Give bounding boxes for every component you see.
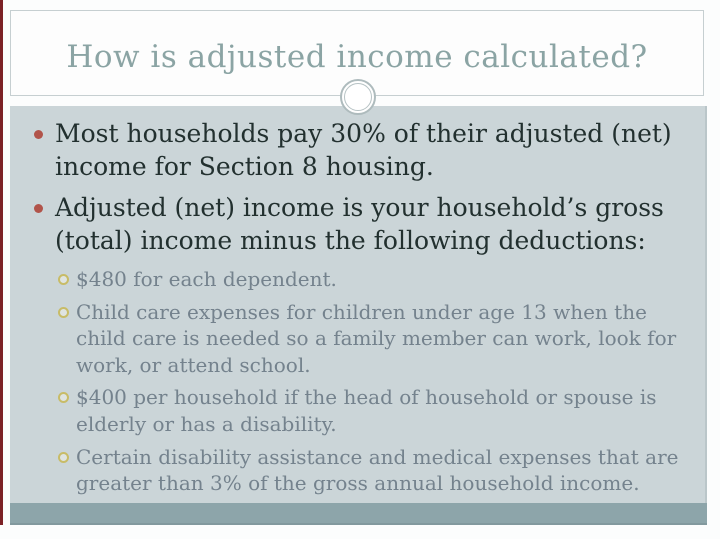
sub-bullet-item — [58, 384, 705, 437]
bullet-dot-icon — [34, 204, 43, 213]
sub-bullet-list — [58, 266, 705, 497]
sub-bullet-text: Certain disability assistance and medical expenses that are greater than 3% of the gross annual household income. — [76, 444, 679, 496]
sub-bullet-ring-icon — [58, 392, 69, 403]
slide-title: How is adjusted income calculated? — [66, 39, 648, 75]
sub-bullet-text: Child care expenses for children under age 13 when the child care is needed so a family member can work, look for work, or attend school. — [76, 299, 677, 377]
footer-band — [10, 503, 707, 525]
bullet-list — [34, 118, 705, 257]
sub-bullet-text: $480 for each dependent. — [76, 267, 337, 291]
bullet-item — [34, 118, 705, 183]
bullet-text: Most households pay 30% of their adjusted (net) income for Section 8 housing. — [55, 119, 672, 181]
bullet-item — [34, 192, 705, 257]
slide-edge-stripe — [0, 0, 3, 525]
slide-body — [10, 106, 707, 503]
circle-ornament-icon — [340, 79, 376, 115]
sub-bullet-item — [58, 299, 705, 379]
sub-bullet-item — [58, 444, 705, 497]
bullet-text: Adjusted (net) income is your household’s gross (total) income minus the following deductions: — [55, 193, 664, 255]
sub-bullet-ring-icon — [58, 307, 69, 318]
sub-bullet-text: $400 per household if the head of household or spouse is elderly or has a disability. — [76, 385, 657, 436]
sub-bullet-ring-icon — [58, 274, 69, 285]
bullet-dot-icon — [34, 130, 43, 139]
sub-bullet-ring-icon — [58, 452, 69, 463]
sub-bullet-item — [58, 266, 705, 293]
